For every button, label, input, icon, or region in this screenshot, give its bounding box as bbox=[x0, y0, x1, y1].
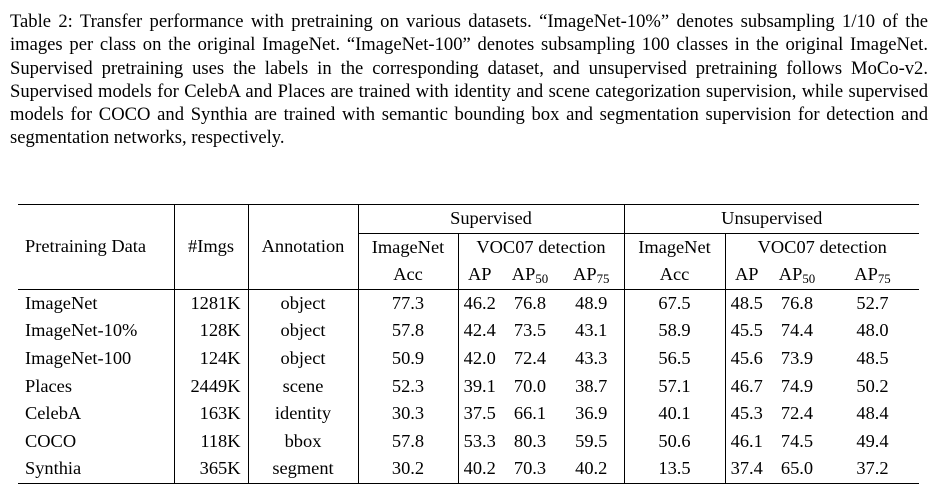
group-header-supervised: Supervised bbox=[358, 205, 624, 234]
cell-unsup-ap50: 65.0 bbox=[768, 455, 826, 483]
cell-unsup-ap75: 37.2 bbox=[826, 455, 919, 483]
table-caption: Table 2: Transfer performance with pretraining on various datasets. “ImageNet-10%” denotes subsampling 1/10 of the images per class on the original ImageNet. “ImageNet-100” denotes subsampling 100 classes in the original ImageNet. Supervised pretraining uses the labels in the corresponding dataset, and unsupervised pretraining follows MoCo-v2. Supervised models for CelebA and Places are trained with identity and scene categorization supervision, while supervised models for COCO and Synthia are trained with semantic bounding box and segmentation supervision for detection and segmentation networks, respectively. bbox=[10, 11, 928, 149]
cell-annotation: object bbox=[248, 317, 358, 345]
cell-sup-ap50: 76.8 bbox=[501, 289, 559, 317]
cell-sup-ap: 46.2 bbox=[458, 289, 501, 317]
cell-sup-ap75: 40.2 bbox=[559, 455, 624, 483]
cell-pretraining-data: CelebA bbox=[25, 403, 82, 424]
cell-unsup-acc: 67.5 bbox=[624, 289, 725, 317]
col-header-unsup-ap: AP bbox=[725, 261, 768, 289]
col-header-sup-ap50: $AP_{50}$ bbox=[511, 264, 549, 287]
cell-sup-ap75: 38.7 bbox=[575, 375, 608, 396]
col-header-unsup-acc: Acc bbox=[624, 261, 725, 289]
cell-sup-ap50: 66.1 bbox=[513, 403, 547, 424]
col-header-sup-voc07: VOC07 detection bbox=[458, 233, 624, 261]
cell-sup-acc: 57.8 bbox=[358, 428, 458, 456]
table-row bbox=[18, 400, 919, 428]
cell-annotation: object bbox=[248, 345, 358, 373]
cell-unsup-ap75: 49.4 bbox=[856, 430, 889, 451]
cell-sup-ap: 39.1 bbox=[458, 373, 501, 401]
cell-unsup-ap: 46.1 bbox=[725, 428, 768, 456]
col-header-sup-imagenet: ImageNet bbox=[358, 233, 458, 261]
cell-sup-ap75: 43.3 bbox=[575, 347, 608, 368]
col-header-unsup-ap75: $AP_{75}$ bbox=[854, 264, 891, 287]
cell-annotation: segment bbox=[248, 455, 358, 483]
cell-unsup-acc: 13.5 bbox=[624, 455, 725, 483]
cell-sup-ap: 42.4 bbox=[458, 317, 501, 345]
col-header-unsup-imagenet: ImageNet bbox=[624, 233, 725, 261]
cell-pretraining-data: ImageNet-100 bbox=[25, 347, 132, 368]
cell-sup-ap75: 59.5 bbox=[575, 430, 608, 451]
cell-pretraining-data: ImageNet-10% bbox=[25, 320, 138, 341]
table-row bbox=[18, 317, 919, 345]
cell-imgs: 2449K bbox=[174, 373, 248, 401]
cell-annotation: scene bbox=[248, 373, 358, 401]
cell-sup-ap: 42.0 bbox=[458, 345, 501, 373]
group-header-unsupervised: Unsupervised bbox=[624, 205, 919, 234]
cell-annotation: identity bbox=[248, 400, 358, 428]
col-header-sup-ap75: $AP_{75}$ bbox=[573, 264, 610, 287]
col-header-annotation: Annotation bbox=[248, 205, 358, 290]
cell-sup-acc: 30.3 bbox=[358, 400, 458, 428]
cell-sup-ap50: 72.4 bbox=[513, 347, 547, 368]
cell-unsup-ap: 45.5 bbox=[725, 317, 768, 345]
col-header-unsup-ap50: $AP_{50}$ bbox=[778, 264, 816, 287]
cell-unsup-ap75: 48.0 bbox=[856, 320, 889, 341]
col-header-unsup-voc07: VOC07 detection bbox=[725, 233, 919, 261]
cell-imgs: 118K bbox=[174, 428, 248, 456]
cell-unsup-ap: 37.4 bbox=[725, 455, 768, 483]
cell-sup-acc: 50.9 bbox=[358, 345, 458, 373]
table-row bbox=[18, 373, 919, 401]
cell-sup-acc: 77.3 bbox=[358, 289, 458, 317]
cell-unsup-ap75: 52.7 bbox=[826, 289, 919, 317]
cell-sup-acc: 52.3 bbox=[358, 373, 458, 401]
cell-sup-ap: 40.2 bbox=[458, 455, 501, 483]
cell-unsup-ap75: 48.4 bbox=[856, 403, 889, 424]
table-row bbox=[18, 289, 919, 317]
cell-unsup-ap75: 50.2 bbox=[856, 375, 889, 396]
cell-imgs: 163K bbox=[174, 400, 248, 428]
col-header-pretraining-data: Pretraining Data bbox=[18, 205, 174, 290]
header-row-groups bbox=[18, 205, 919, 234]
cell-sup-acc: 57.8 bbox=[358, 317, 458, 345]
table-row bbox=[18, 428, 919, 456]
cell-sup-ap50: 73.5 bbox=[513, 320, 547, 341]
cell-unsup-ap50: 72.4 bbox=[780, 403, 814, 424]
table-row bbox=[18, 345, 919, 373]
cell-annotation: object bbox=[248, 289, 358, 317]
cell-unsup-acc: 40.1 bbox=[624, 400, 725, 428]
cell-unsup-ap50: 74.9 bbox=[780, 375, 814, 396]
cell-unsup-acc: 58.9 bbox=[624, 317, 725, 345]
cell-sup-ap50: 70.0 bbox=[513, 375, 547, 396]
cell-imgs: 1281K bbox=[174, 289, 248, 317]
cell-unsup-ap50: 73.9 bbox=[780, 347, 814, 368]
cell-pretraining-data: Synthia bbox=[18, 455, 174, 483]
cell-imgs: 365K bbox=[174, 455, 248, 483]
cell-unsup-acc: 50.6 bbox=[624, 428, 725, 456]
cell-sup-acc: 30.2 bbox=[358, 455, 458, 483]
cell-unsup-acc: 56.5 bbox=[624, 345, 725, 373]
cell-sup-ap75: 36.9 bbox=[575, 403, 608, 424]
table-body bbox=[18, 289, 919, 483]
cell-unsup-ap: 45.6 bbox=[725, 345, 768, 373]
cell-unsup-ap50: 74.4 bbox=[780, 320, 814, 341]
cell-sup-ap75: 43.1 bbox=[575, 320, 608, 341]
cell-imgs: 128K bbox=[174, 317, 248, 345]
cell-pretraining-data: ImageNet bbox=[18, 289, 174, 317]
cell-unsup-acc: 57.1 bbox=[624, 373, 725, 401]
col-header-sup-acc: Acc bbox=[358, 261, 458, 289]
table-row bbox=[18, 455, 919, 483]
cell-unsup-ap: 45.3 bbox=[725, 400, 768, 428]
cell-unsup-ap50: 74.5 bbox=[780, 430, 814, 451]
cell-pretraining-data: Places bbox=[25, 375, 72, 396]
cell-sup-ap50: 70.3 bbox=[501, 455, 559, 483]
cell-unsup-ap50: 76.8 bbox=[768, 289, 826, 317]
cell-pretraining-data: COCO bbox=[25, 430, 77, 451]
cell-imgs: 124K bbox=[174, 345, 248, 373]
cell-sup-ap75: 48.9 bbox=[559, 289, 624, 317]
cell-unsup-ap: 48.5 bbox=[725, 289, 768, 317]
cell-unsup-ap75: 48.5 bbox=[856, 347, 889, 368]
col-header-imgs: #Imgs bbox=[174, 205, 248, 290]
cell-sup-ap: 37.5 bbox=[458, 400, 501, 428]
cell-unsup-ap: 46.7 bbox=[725, 373, 768, 401]
cell-annotation: bbox bbox=[248, 428, 358, 456]
transfer-performance-table bbox=[18, 204, 919, 484]
col-header-sup-ap: AP bbox=[458, 261, 501, 289]
cell-sup-ap: 53.3 bbox=[458, 428, 501, 456]
cell-sup-ap50: 80.3 bbox=[513, 430, 547, 451]
